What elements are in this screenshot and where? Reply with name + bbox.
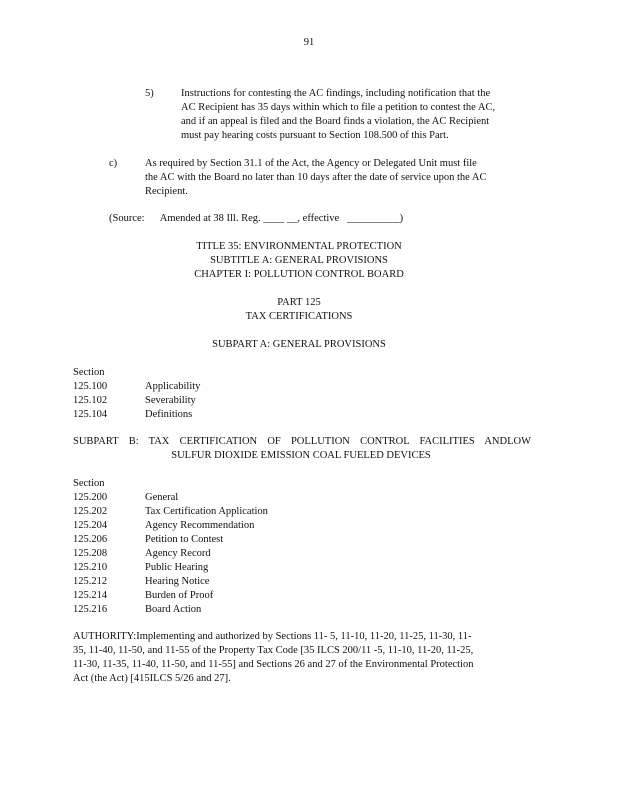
section-title: Hearing Notice (145, 576, 210, 587)
source-suffix: ) (399, 213, 404, 224)
source-prefix: (Source: (109, 213, 145, 224)
section-title: Tax Certification Application (145, 506, 268, 517)
item-5-line: AC Recipient has 35 days within which to file a petition to contest the AC, (181, 102, 496, 113)
section-title: Definitions (145, 409, 193, 420)
section-title: Agency Record (145, 548, 211, 559)
subpart-a-heading: SUBPART A: GENERAL PROVISIONS (212, 339, 386, 350)
authority-line: Act (the Act) [415ILCS 5/26 and 27]. (73, 673, 231, 684)
section-number: 125.202 (73, 506, 108, 517)
source-blank-date: __________ (347, 213, 400, 224)
section-column-label: Section (73, 478, 105, 489)
section-number: 125.210 (73, 562, 108, 573)
section-title: Agency Recommendation (145, 520, 255, 531)
section-number: 125.100 (73, 381, 108, 392)
section-title: Severability (145, 395, 196, 406)
page-number: 91 (303, 37, 315, 48)
source-note (109, 212, 403, 226)
source-mid: , effective (297, 213, 340, 224)
item-5-line: Instructions for contesting the AC findings, including notification that the (181, 88, 491, 99)
subpart-b-heading-line-2: SULFUR DIOXIDE EMISSION COAL FUELED DEVICES (171, 450, 431, 461)
section-title: Board Action (145, 604, 202, 615)
item-5-line: must pay hearing costs pursuant to Section 108.500 of this Part. (181, 130, 449, 141)
item-c-text (145, 157, 537, 199)
section-title: Applicability (145, 381, 201, 392)
source-text: Amended at 38 Ill. Reg. (159, 213, 261, 224)
item-c-marker: c) (109, 158, 118, 169)
chapter-heading: CHAPTER I: POLLUTION CONTROL BOARD (194, 269, 404, 280)
authority-line: AUTHORITY:Implementing and authorized by Sections 11- 5, 11-10, 11-20, 11-25, 11-30, 11- (73, 631, 472, 642)
section-number: 125.104 (73, 409, 108, 420)
section-number: 125.204 (73, 520, 108, 531)
item-c-line: As required by Section 31.1 of the Act, the Agency or Delegated Unit must file (145, 158, 477, 169)
section-number: 125.200 (73, 492, 108, 503)
section-title: Public Hearing (145, 562, 209, 573)
section-title: General (145, 492, 179, 503)
item-5-text (181, 87, 537, 143)
part-name-heading: TAX CERTIFICATIONS (245, 311, 353, 322)
authority-line: 35, 11-40, 11-50, and 11-55 of the Property Tax Code [35 ILCS 200/11 -5, 11-10, 11-20, 11-25, (73, 645, 474, 656)
section-number: 125.206 (73, 534, 108, 545)
section-title: Burden of Proof (145, 590, 214, 601)
section-title: Petition to Contest (145, 534, 224, 545)
authority-line: 11-30, 11-35, 11-40, 11-50, and 11-55] and Sections 26 and 27 of the Environmental Protection (73, 659, 474, 670)
item-5-marker: 5) (145, 88, 154, 99)
subtitle-heading: SUBTITLE A: GENERAL PROVISIONS (210, 255, 388, 266)
item-5-line: and if an appeal is filed and the Board finds a violation, the AC Recipient (181, 116, 490, 127)
section-number: 125.208 (73, 548, 108, 559)
subpart-b-heading-line-1: SUBPART B: TAX CERTIFICATION OF POLLUTION CONTROL FACILITIES ANDLOW (73, 436, 531, 447)
part-heading: PART 125 (277, 297, 321, 308)
section-number: 125.102 (73, 395, 108, 406)
title-heading: TITLE 35: ENVIRONMENTAL PROTECTION (196, 241, 402, 252)
item-c-line: Recipient. (145, 186, 188, 197)
section-number: 125.212 (73, 576, 108, 587)
authority-note (73, 630, 538, 686)
source-blank-reg: ____ __ (263, 213, 298, 224)
section-number: 125.216 (73, 604, 108, 615)
item-c-line: the AC with the Board no later than 10 days after the date of service upon the AC (145, 172, 487, 183)
section-number: 125.214 (73, 590, 108, 601)
section-column-label: Section (73, 367, 105, 378)
